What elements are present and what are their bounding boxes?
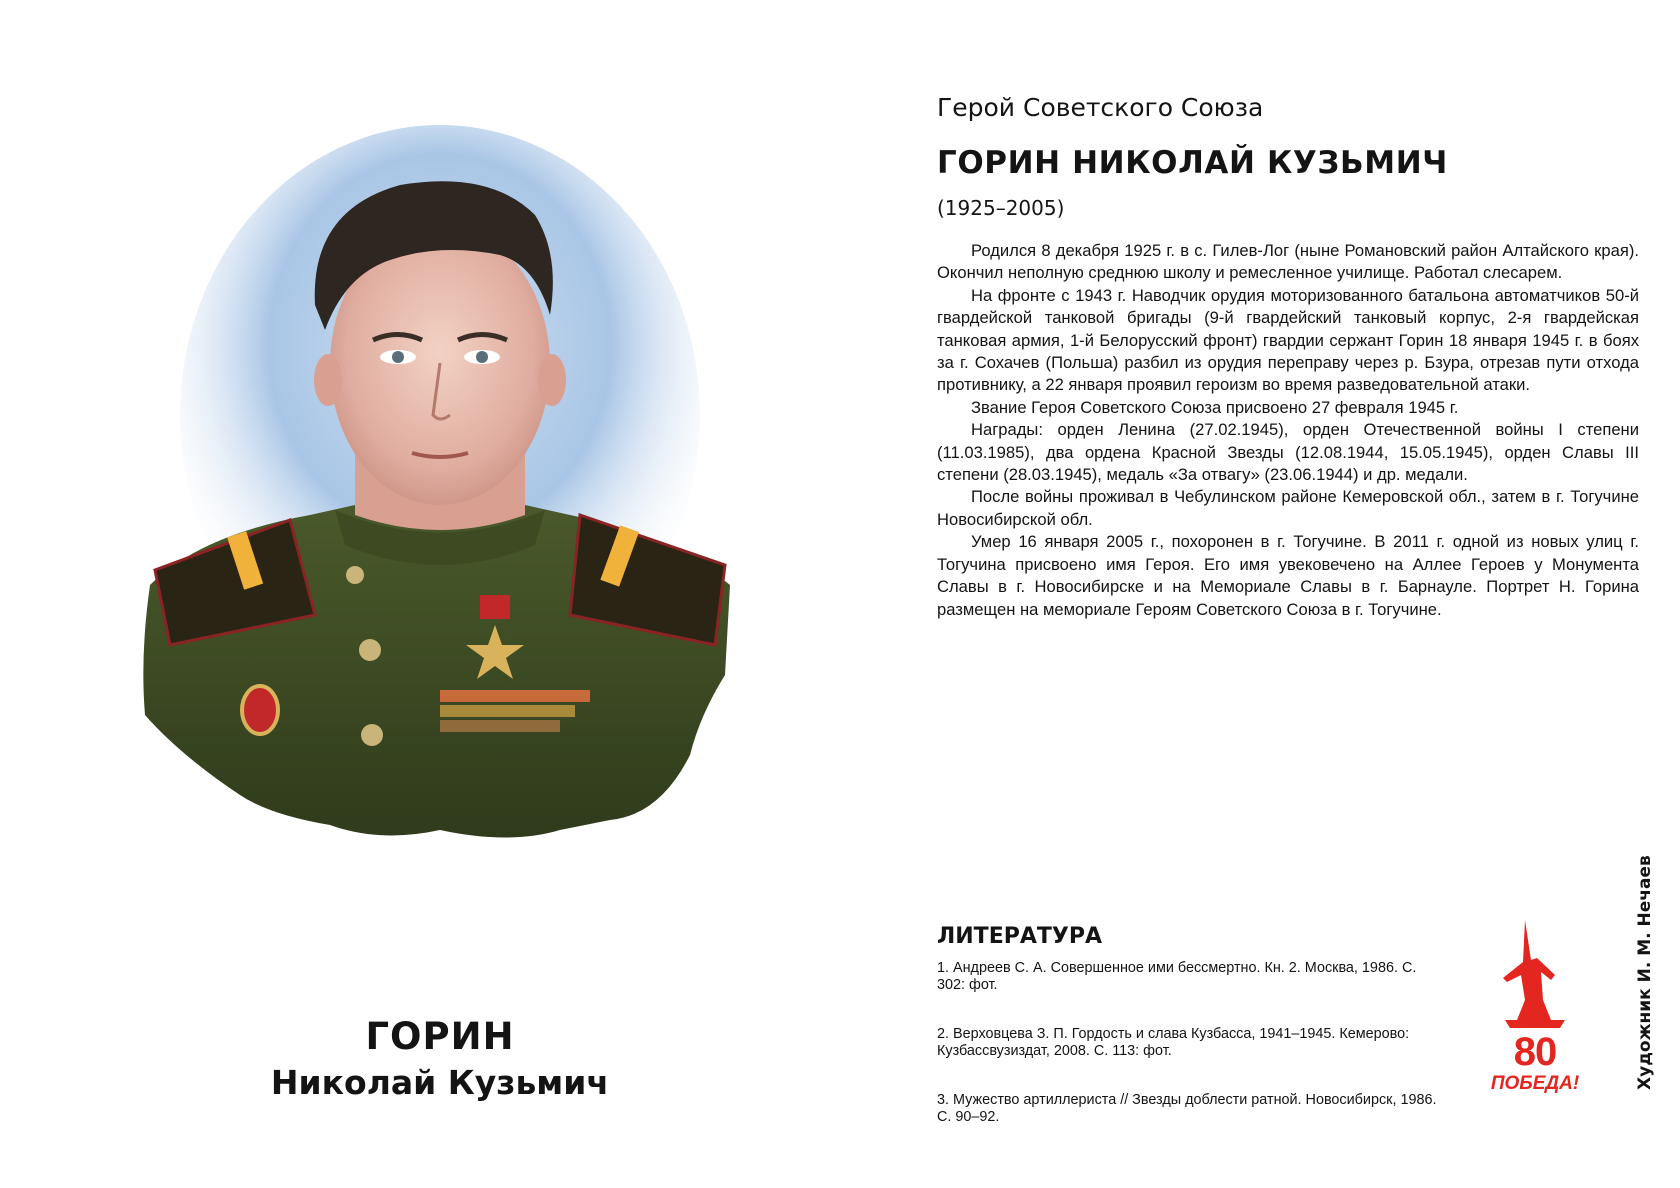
caption-given-names: Николай Кузьмич (270, 1063, 610, 1103)
portrait-caption (130, 1015, 750, 1103)
logo-word: ПОБЕДА! (1490, 1073, 1580, 1094)
bio-paragraph: Награды: орден Ленина (27.02.1945), орден Отечественной войны I степени (11.03.1985), два ордена Красной Звезды (12.08.1944, 15.05.1945), орден Славы III степени (28.03.1945), медаль «За отвагу» (23.06.1944) и др. медали. (937, 420, 1639, 485)
artist-credit: Художник И. М. Нечаев (1635, 855, 1655, 1090)
bio-paragraph: Звание Героя Советского Союза присвоено 27 февраля 1945 г. (971, 397, 1459, 417)
literature-item: 3. Мужество артиллериста // Звезды доблести ратной. Новосибирск, 1986. С. 90–92. (937, 1092, 1437, 1125)
literature-item: 1. Андреев С. А. Совершенное ими бессмертно. Кн. 2. Москва, 1986. С. 302: фот. (937, 960, 1417, 993)
right-page (840, 0, 1680, 1188)
bio-paragraph: После войны проживал в Чебулинском районе Кемеровской обл., затем в г. Тогучине Новосибирской обл. (937, 487, 1639, 529)
literature-item: 2. Верховцева З. П. Гордость и слава Кузбасса, 1941–1945. Кемерово: Кузбассвузиздат, 2008. С. 113: фот. (937, 1026, 1410, 1059)
portrait-image (140, 115, 740, 915)
literature-heading: ЛИТЕРАТУРА (937, 924, 1102, 949)
bio-paragraph: На фронте с 1943 г. Наводчик орудия моторизованного батальона автоматчиков 50-й гвардейской танковой бригады (9-й гвардейский танковый корпус, 2-я гвардейская танковая армия, 1-й Белорусский фронт) гвардии сержант Горин 18 января 1945 г. в боях за г. Сохачев (Польша) разбил из орудия переправу через р. Бзура, отрезав пути отхода противнику, а 22 января проявил героизм во время разведовательной атаки. (937, 285, 1639, 395)
life-years: (1925–2005) (937, 196, 1065, 220)
logo-number: 80 (1513, 1030, 1557, 1074)
bio-paragraph: Умер 16 января 2005 г., похоронен в г. Тогучине. В 2011 г. одной из новых улиц г. Тогучина присвоено имя Героя. Его имя увековечено на Аллее Героев у Монумента Славы в г. Новосибирске и на Мемориале Славы в г. Барнауле. Портрет Н. Горина размещен на мемориале Героям Советского Союза в г. Тогучине. (937, 532, 1639, 619)
caption-surname: ГОРИН (365, 1015, 515, 1058)
biography (937, 240, 1639, 621)
literature-list (937, 960, 1437, 1158)
bio-paragraph: Родился 8 декабря 1925 г. в с. Гилев-Лог (ныне Романовский район Алтайского края). Окончил неполную среднюю школу и ремесленное училище. Работал слесарем. (937, 241, 1639, 283)
subtitle: Герой Советского Союза (937, 93, 1264, 122)
victory-80-logo (1485, 920, 1585, 1105)
page-title: ГОРИН НИКОЛАЙ КУЗЬМИЧ (937, 145, 1448, 181)
